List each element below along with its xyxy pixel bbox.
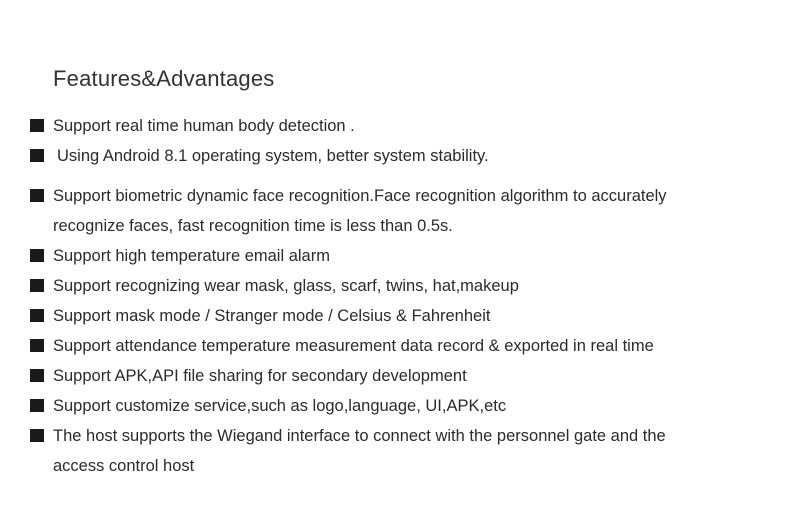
- feature-line: Support real time human body detection .: [53, 117, 355, 135]
- feature-text: [53, 391, 753, 421]
- feature-line: Support high temperature email alarm: [53, 247, 330, 265]
- feature-line: Support biometric dynamic face recognition.Face recognition algorithm to accurately: [53, 187, 667, 205]
- feature-text: [53, 271, 753, 301]
- feature-line: Support customize service,such as logo,language, UI,APK,etc: [53, 397, 507, 415]
- feature-text: [53, 241, 753, 271]
- feature-text: [53, 111, 753, 141]
- feature-line: recognize faces, fast recognition time is less than 0.5s.: [53, 217, 453, 235]
- bullet-square-icon: [30, 399, 44, 412]
- feature-line: Support mask mode / Stranger mode / Celsius & Fahrenheit: [53, 307, 491, 325]
- feature-line: Support recognizing wear mask, glass, scarf, twins, hat,makeup: [53, 277, 519, 295]
- feature-text: [57, 141, 757, 171]
- feature-line: Support attendance temperature measurement data record & exported in real time: [53, 337, 654, 355]
- bullet-square-icon: [30, 429, 44, 442]
- bullet-square-icon: [30, 309, 44, 322]
- bullet-square-icon: [30, 149, 44, 162]
- bullet-square-icon: [30, 249, 44, 262]
- feature-line: Using Android 8.1 operating system, better system stability.: [57, 147, 489, 165]
- feature-text: [53, 421, 753, 481]
- feature-text: [53, 181, 753, 241]
- bullet-square-icon: [30, 339, 44, 352]
- bullet-square-icon: [30, 369, 44, 382]
- bullet-square-icon: [30, 189, 44, 202]
- bullet-square-icon: [30, 119, 44, 132]
- bullet-square-icon: [30, 279, 44, 292]
- feature-text: [53, 301, 753, 331]
- feature-text: [53, 331, 753, 361]
- page-title: Features&Advantages: [53, 66, 275, 91]
- feature-line: access control host: [53, 457, 195, 475]
- feature-line: Support APK,API file sharing for secondary development: [53, 367, 467, 385]
- feature-text: [53, 361, 753, 391]
- feature-line: The host supports the Wiegand interface to connect with the personnel gate and the: [53, 427, 666, 445]
